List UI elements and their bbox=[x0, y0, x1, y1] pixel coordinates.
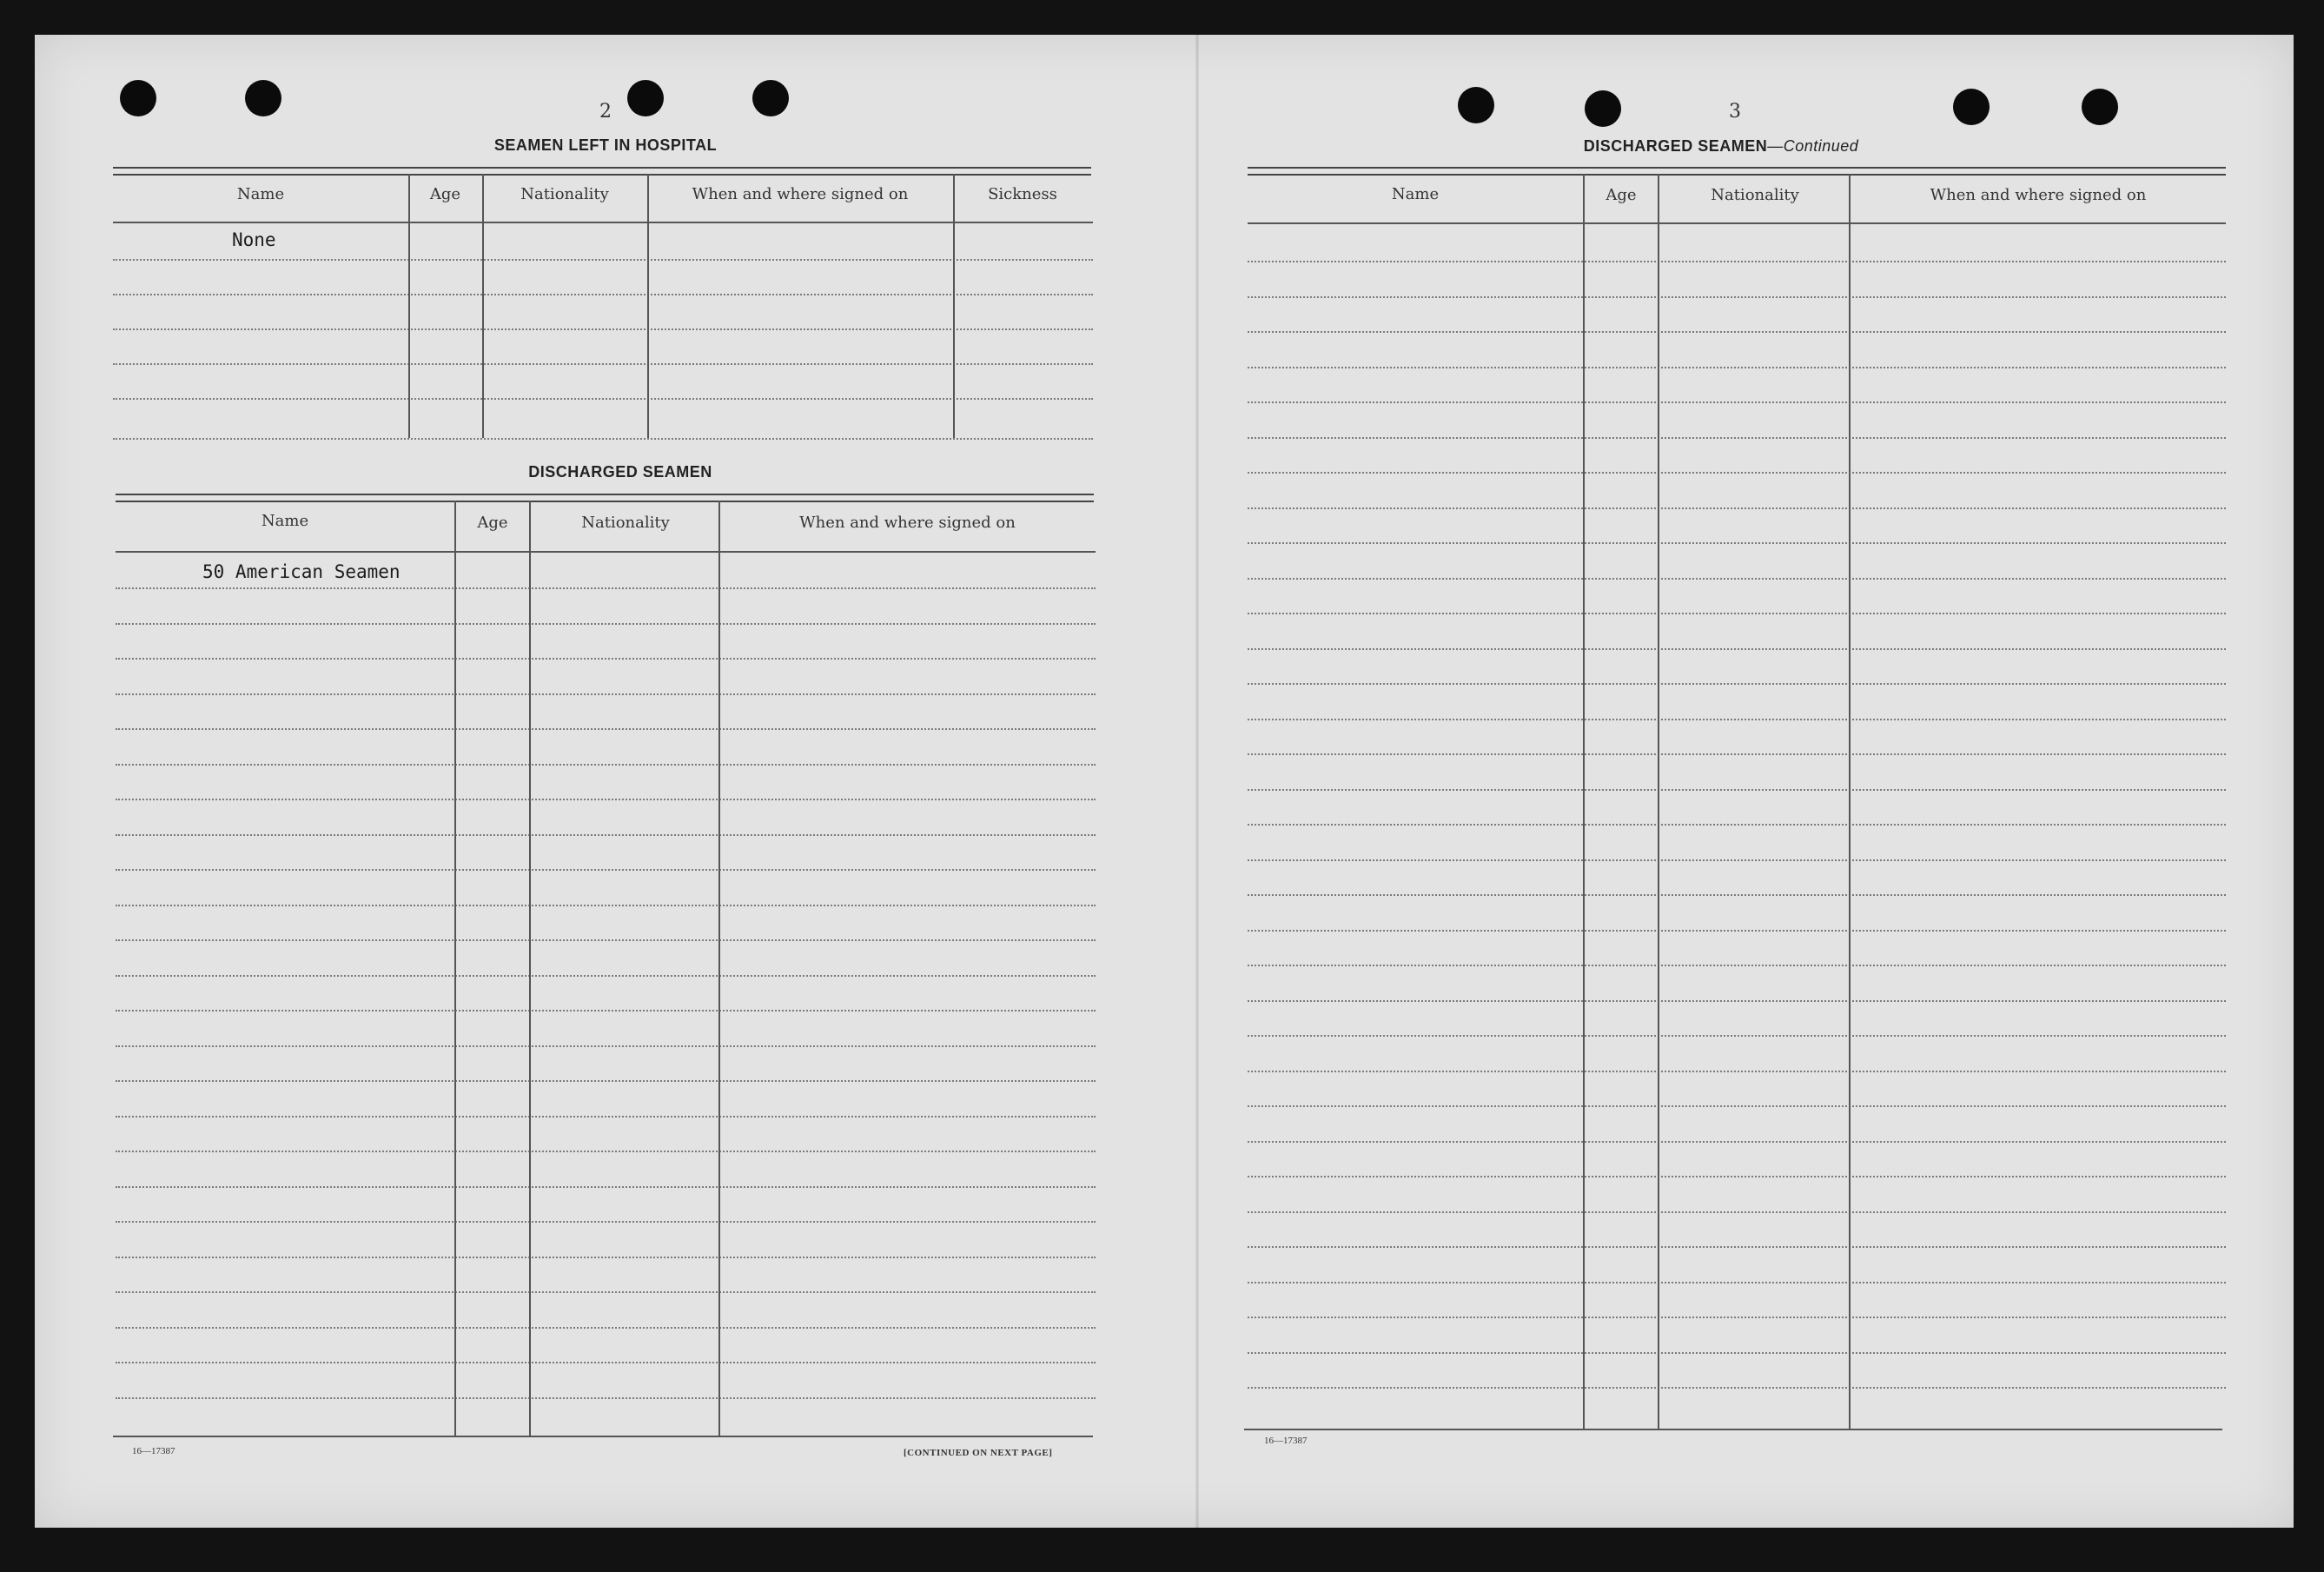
column-divider bbox=[1658, 174, 1659, 1429]
row-rule bbox=[116, 905, 1096, 906]
punch-hole bbox=[1585, 90, 1621, 127]
hospital-section-title: SEAMEN LEFT IN HOSPITAL bbox=[493, 136, 718, 154]
row-rule bbox=[116, 1151, 1096, 1152]
row-rule bbox=[1248, 1211, 2226, 1213]
col-header-nationality: Nationality bbox=[581, 514, 670, 532]
row-rule bbox=[1248, 437, 2226, 439]
row-rule bbox=[1248, 472, 2226, 474]
row-rule bbox=[113, 328, 1093, 330]
discharged-section-title: DISCHARGED SEAMEN bbox=[528, 463, 712, 481]
bottom-rule bbox=[113, 1436, 1093, 1437]
discharged-entry-name: 50 American Seamen bbox=[202, 561, 401, 582]
row-rule bbox=[1248, 1000, 2226, 1002]
column-divider bbox=[647, 174, 649, 438]
row-rule bbox=[116, 869, 1096, 871]
header-rule bbox=[1248, 222, 2226, 224]
column-divider bbox=[718, 501, 720, 1436]
row-rule bbox=[116, 728, 1096, 730]
row-rule bbox=[1248, 930, 2226, 932]
page-fold bbox=[1195, 35, 1199, 1528]
punch-hole bbox=[2082, 89, 2118, 125]
row-rule bbox=[1248, 894, 2226, 896]
top-rule bbox=[113, 174, 1091, 176]
row-rule bbox=[116, 1010, 1096, 1012]
row-rule bbox=[1248, 1352, 2226, 1354]
top-rule bbox=[116, 501, 1094, 502]
row-rule bbox=[1248, 1317, 2226, 1318]
form-number: 16—17387 bbox=[132, 1446, 175, 1456]
row-rule bbox=[113, 259, 1093, 261]
row-rule bbox=[1248, 1176, 2226, 1177]
row-rule bbox=[1248, 331, 2226, 333]
row-rule bbox=[116, 1257, 1096, 1258]
row-rule bbox=[1248, 753, 2226, 755]
row-rule bbox=[1248, 401, 2226, 403]
row-rule bbox=[1248, 683, 2226, 685]
col-header-age: Age bbox=[477, 514, 508, 532]
row-rule bbox=[116, 1327, 1096, 1329]
row-rule bbox=[1248, 1387, 2226, 1389]
row-rule bbox=[1248, 1105, 2226, 1107]
row-rule bbox=[1248, 507, 2226, 509]
row-rule bbox=[116, 1080, 1096, 1082]
col-header-signed-on: When and where signed on bbox=[1930, 186, 2147, 204]
row-rule bbox=[116, 587, 1096, 589]
row-rule bbox=[116, 1116, 1096, 1118]
top-rule bbox=[1248, 174, 2226, 176]
row-rule bbox=[116, 623, 1096, 625]
row-rule bbox=[116, 693, 1096, 695]
row-rule bbox=[116, 1186, 1096, 1188]
column-divider bbox=[1583, 174, 1585, 1429]
top-rule bbox=[113, 167, 1091, 169]
punch-hole bbox=[752, 80, 789, 116]
row-rule bbox=[1248, 1246, 2226, 1248]
row-rule bbox=[116, 658, 1096, 660]
punch-hole bbox=[627, 80, 664, 116]
title-suffix: —Continued bbox=[1767, 137, 1859, 155]
col-header-age: Age bbox=[1606, 186, 1637, 204]
row-rule bbox=[1248, 1035, 2226, 1037]
col-header-sickness: Sickness bbox=[988, 185, 1057, 203]
row-rule bbox=[113, 398, 1093, 400]
row-rule bbox=[116, 1045, 1096, 1047]
row-rule bbox=[116, 975, 1096, 977]
row-rule bbox=[1248, 719, 2226, 720]
row-rule bbox=[1248, 1141, 2226, 1143]
col-header-nationality: Nationality bbox=[1711, 186, 1799, 204]
row-rule bbox=[113, 438, 1093, 440]
col-header-name: Name bbox=[1391, 185, 1440, 203]
row-rule bbox=[116, 1362, 1096, 1363]
row-rule bbox=[116, 1397, 1096, 1399]
row-rule bbox=[1248, 965, 2226, 966]
column-divider bbox=[953, 174, 955, 438]
col-header-nationality: Nationality bbox=[520, 185, 609, 203]
row-rule bbox=[116, 799, 1096, 800]
column-divider bbox=[408, 174, 410, 438]
row-rule bbox=[116, 939, 1096, 941]
punch-hole bbox=[120, 80, 156, 116]
hospital-entry-name: None bbox=[232, 229, 276, 250]
row-rule bbox=[116, 764, 1096, 766]
row-rule bbox=[1248, 1282, 2226, 1283]
row-rule bbox=[1248, 613, 2226, 614]
row-rule bbox=[1248, 578, 2226, 580]
col-header-signed-on: When and where signed on bbox=[799, 514, 1016, 532]
row-rule bbox=[116, 834, 1096, 836]
column-divider bbox=[1849, 174, 1851, 1429]
header-rule bbox=[113, 222, 1093, 223]
row-rule bbox=[1248, 859, 2226, 861]
row-rule bbox=[1248, 1071, 2226, 1072]
title-text: DISCHARGED SEAMEN bbox=[1583, 137, 1768, 155]
column-divider bbox=[529, 501, 531, 1436]
punch-hole bbox=[1458, 87, 1494, 123]
top-rule bbox=[1248, 167, 2226, 169]
row-rule bbox=[1248, 261, 2226, 262]
top-rule bbox=[116, 494, 1094, 495]
form-number: 16—17387 bbox=[1264, 1436, 1308, 1446]
header-rule bbox=[116, 551, 1096, 553]
row-rule bbox=[1248, 542, 2226, 544]
punch-hole bbox=[245, 80, 281, 116]
page-number: 2 bbox=[599, 101, 612, 123]
col-header-name: Name bbox=[261, 512, 309, 530]
row-rule bbox=[113, 363, 1093, 365]
col-header-name: Name bbox=[236, 185, 285, 203]
row-rule bbox=[113, 294, 1093, 295]
col-header-age: Age bbox=[429, 185, 461, 203]
row-rule bbox=[1248, 824, 2226, 826]
discharged-continued-title bbox=[1584, 137, 1859, 156]
row-rule bbox=[116, 1221, 1096, 1223]
col-header-signed-on: When and where signed on bbox=[692, 185, 909, 203]
punch-hole bbox=[1953, 89, 1990, 125]
row-rule bbox=[1248, 648, 2226, 650]
row-rule bbox=[116, 1291, 1096, 1293]
bottom-rule bbox=[1244, 1429, 2222, 1430]
row-rule bbox=[1248, 296, 2226, 298]
column-divider bbox=[482, 174, 484, 438]
row-rule bbox=[1248, 789, 2226, 791]
continued-note: [CONTINUED ON NEXT PAGE] bbox=[904, 1448, 1053, 1458]
page-number: 3 bbox=[1729, 101, 1741, 123]
row-rule bbox=[1248, 367, 2226, 368]
column-divider bbox=[454, 501, 456, 1436]
